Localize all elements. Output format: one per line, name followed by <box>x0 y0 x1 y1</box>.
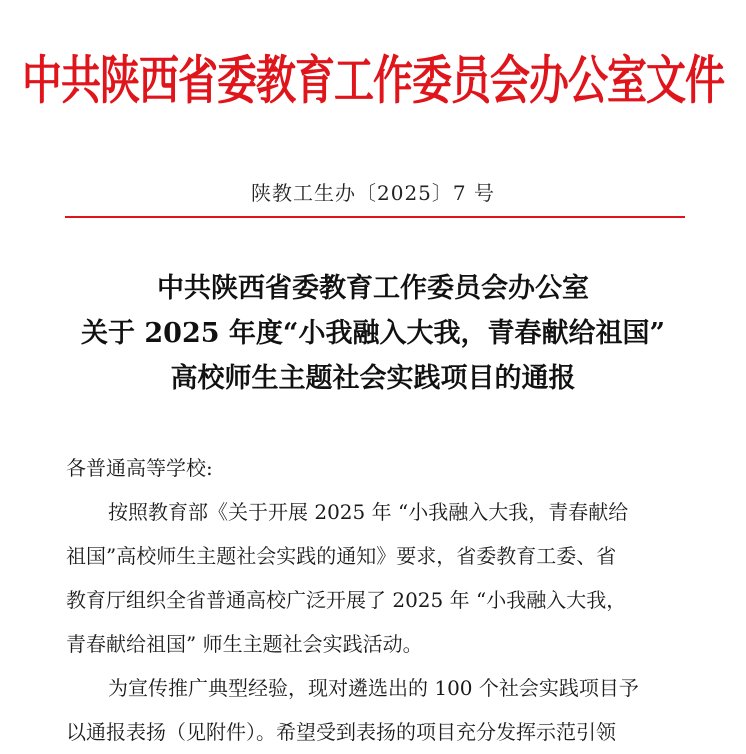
title-line-2: 关于 2025 年度“小我融入大我，青春献给祖国” <box>80 318 665 349</box>
issuing-organization-header: 中共陕西省委教育工作委员会办公室文件 <box>22 50 724 112</box>
addressee: 各普通高等学校: <box>66 456 213 480</box>
body-line-6: 以通报表扬（见附件）。希望受到表扬的项目充分发挥示范引领 <box>66 720 616 744</box>
body-line-2: 祖国”高校师生主题社会实践的通知》要求，省委教育工委、省 <box>66 544 617 568</box>
document-body <box>66 446 692 754</box>
body-line-4: 青春献给祖国” 师生主题社会实践活动。 <box>66 632 423 656</box>
body-line-3: 教育厅组织全省普通高校广泛开展了 2025 年 “小我融入大我， <box>66 588 627 612</box>
title-line-1: 中共陕西省委教育工作委员会办公室 <box>157 273 589 304</box>
title-line-3: 高校师生主题社会实践项目的通报 <box>170 363 576 394</box>
body-line-5: 为宣传推广典型经验，现对遴选出的 100 个社会实践项目予 <box>108 676 639 700</box>
document-title <box>0 266 746 401</box>
body-line-1: 按照教育部《关于开展 2025 年 “小我融入大我，青春献给 <box>108 500 629 524</box>
document-number: 陕教工生办〔2025〕7 号 <box>251 181 495 205</box>
red-divider-rule <box>65 216 685 218</box>
